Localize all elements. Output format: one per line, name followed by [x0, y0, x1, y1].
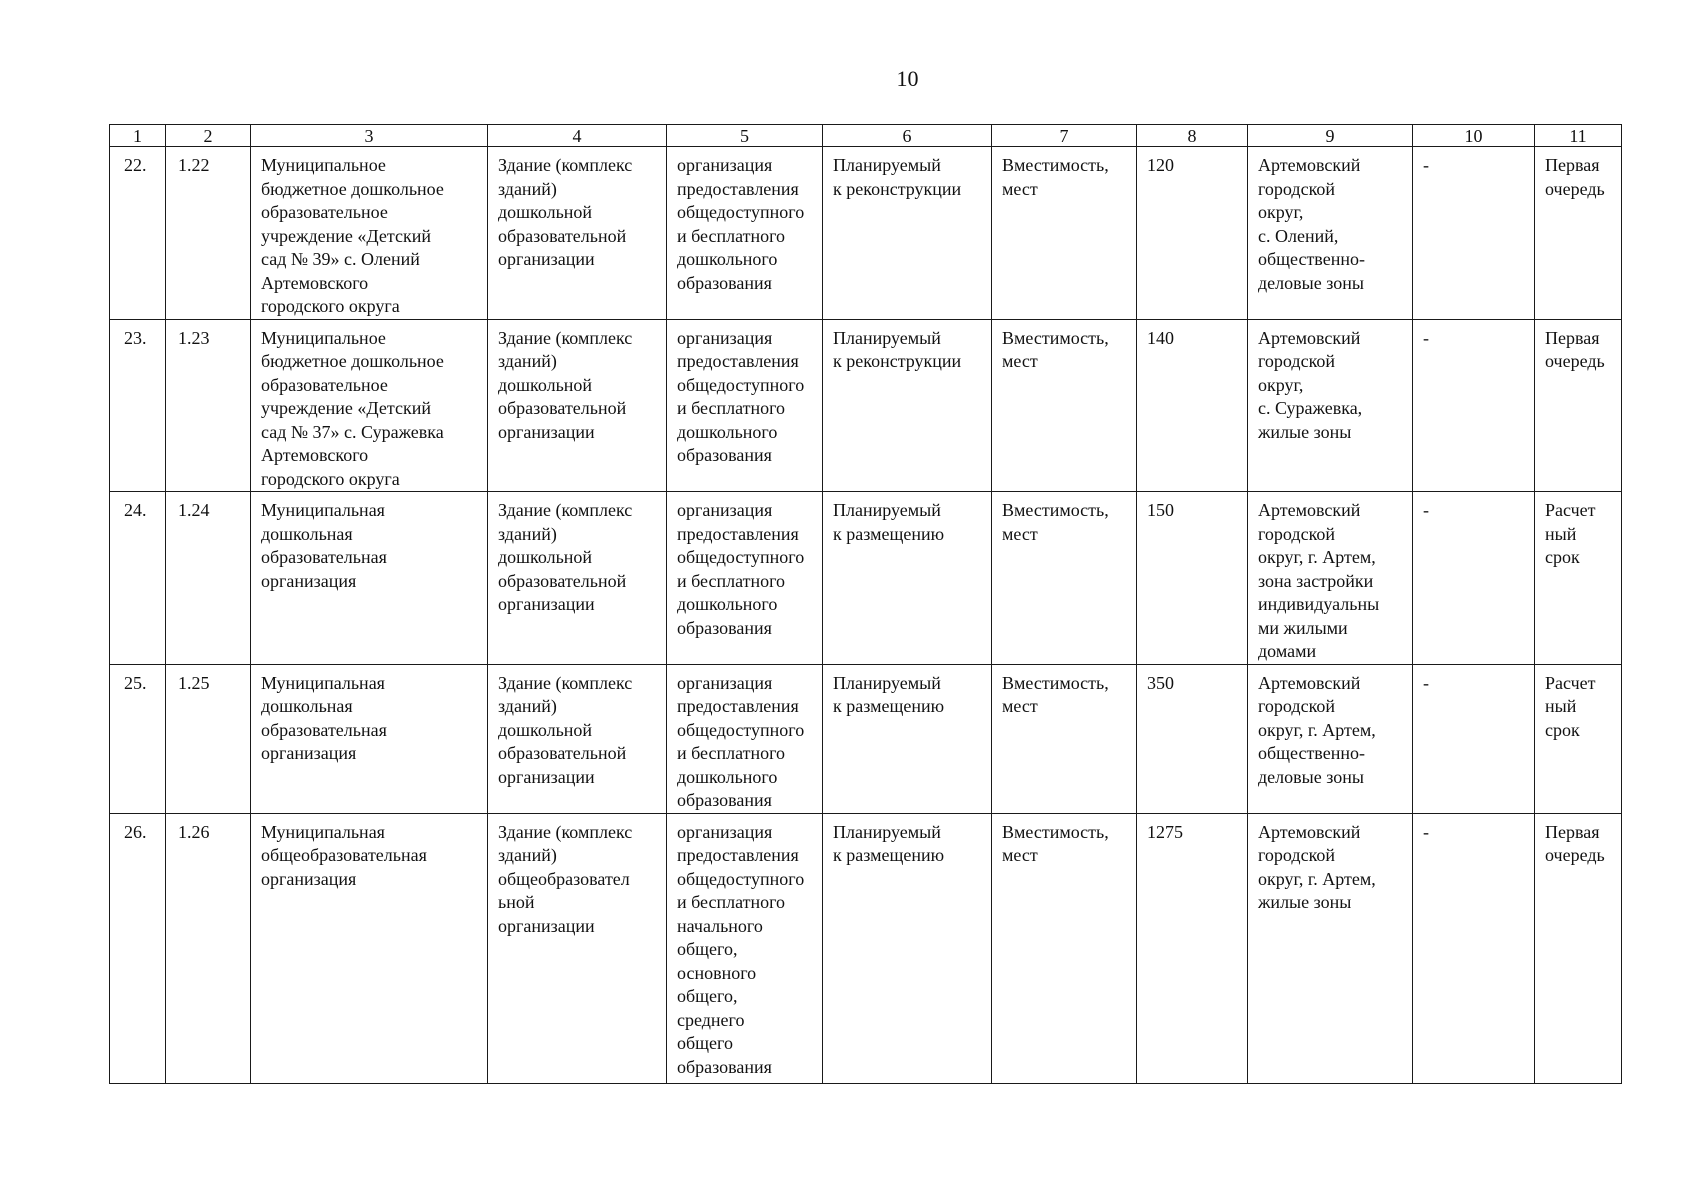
- cell-text-line: дошкольной: [498, 719, 593, 740]
- zone-cell: -: [1413, 319, 1535, 492]
- cell-text-line: предоставления: [677, 178, 799, 199]
- cell-text-line: зданий): [498, 523, 557, 544]
- object-purpose-cell: [667, 813, 823, 1083]
- cell-text-line: ми жилыми: [1258, 617, 1348, 638]
- cell-text-line: общедоступного: [677, 202, 805, 222]
- cell-text-line: дошкольного: [677, 421, 778, 442]
- cell-text-line: образования: [677, 1056, 772, 1077]
- location-cell: [1248, 492, 1413, 665]
- row-number-cell: 23.: [110, 319, 166, 492]
- characteristic-value-cell: 1275: [1137, 813, 1248, 1083]
- cell-text-line: Артемовский: [1258, 821, 1361, 842]
- cell-text-line: городской: [1258, 696, 1336, 716]
- characteristic-value-cell: 350: [1137, 664, 1248, 813]
- cell-text-line: ный: [1545, 523, 1577, 544]
- column-number: 3: [251, 125, 488, 147]
- cell-text-line: организации: [498, 766, 595, 787]
- cell-text-line: образовательной: [498, 743, 627, 763]
- table-row: [110, 813, 1622, 1083]
- term-cell: [1535, 492, 1622, 665]
- term-cell: [1535, 147, 1622, 320]
- location-cell: [1248, 813, 1413, 1083]
- cell-text-line: индивидуальны: [1258, 594, 1380, 614]
- cell-text-line: Здание (комплекс: [498, 155, 633, 175]
- cell-text-line: срок: [1545, 719, 1580, 740]
- cell-text-line: учреждение «Детский: [261, 398, 431, 418]
- object-code-cell: 1.26: [166, 813, 251, 1083]
- location-cell: [1248, 147, 1413, 320]
- zone-cell: -: [1413, 664, 1535, 813]
- cell-text-line: жилые зоны: [1258, 421, 1352, 442]
- zone-cell: -: [1413, 813, 1535, 1083]
- cell-text-line: мест: [1002, 351, 1038, 371]
- row-number-cell: 24.: [110, 492, 166, 665]
- characteristic-cell: [992, 813, 1137, 1083]
- page-number: 10: [896, 66, 919, 91]
- cell-text-line: и бесплатного: [677, 225, 786, 246]
- row-number-cell: 22.: [110, 147, 166, 320]
- object-type-cell: [488, 813, 667, 1083]
- cell-text-line: образовательной: [498, 225, 627, 246]
- cell-text-line: Артемовский: [1258, 155, 1361, 175]
- cell-text-line: образования: [677, 617, 772, 638]
- cell-text-line: Планируемый: [833, 500, 941, 520]
- cell-text-line: образовательная: [261, 547, 387, 567]
- cell-text-line: Вместимость,: [1002, 821, 1109, 842]
- cell-text-line: организация: [677, 672, 773, 693]
- cell-text-line: Здание (комплекс: [498, 327, 633, 348]
- cell-text-line: Муниципальная: [261, 500, 385, 520]
- cell-text-line: общественно-: [1258, 249, 1365, 269]
- cell-text-line: Артемовского: [261, 272, 369, 293]
- term-cell: [1535, 813, 1622, 1083]
- cell-text-line: общественно-: [1258, 743, 1365, 763]
- cell-text-line: начального: [677, 915, 763, 936]
- cell-text-line: общего: [677, 1033, 733, 1053]
- cell-text-line: деловые зоны: [1258, 766, 1364, 787]
- column-number: 10: [1413, 125, 1535, 147]
- cell-text-line: Артемовский: [1258, 327, 1361, 348]
- cell-text-line: ьной: [498, 892, 535, 912]
- object-type-cell: [488, 319, 667, 492]
- object-status-cell: [823, 664, 992, 813]
- characteristic-value-cell: 140: [1137, 319, 1248, 492]
- cell-text-line: образовательное: [261, 374, 388, 395]
- cell-text-line: городского округа: [261, 296, 400, 316]
- column-number: 1: [110, 125, 166, 147]
- cell-text-line: зона застройки: [1258, 570, 1374, 591]
- cell-text-line: бюджетное дошкольное: [261, 178, 444, 199]
- column-number: 11: [1535, 125, 1622, 147]
- cell-text-line: Планируемый: [833, 155, 941, 175]
- cell-text-line: округ,: [1258, 374, 1304, 395]
- cell-text-line: общедоступного: [677, 719, 805, 740]
- cell-text-line: организации: [498, 915, 595, 936]
- cell-text-line: городского округа: [261, 468, 400, 489]
- cell-text-line: дошкольного: [677, 249, 778, 269]
- cell-text-line: образования: [677, 445, 772, 465]
- table-row: [110, 492, 1622, 665]
- planning-table: [109, 124, 1622, 1084]
- cell-text-line: дошкольная: [261, 523, 353, 544]
- cell-text-line: организация: [261, 868, 357, 889]
- cell-text-line: дошкольная: [261, 696, 353, 716]
- cell-text-line: образовательной: [498, 398, 627, 418]
- cell-text-line: мест: [1002, 178, 1038, 199]
- cell-text-line: организация: [677, 500, 773, 520]
- characteristic-value-cell: 120: [1137, 147, 1248, 320]
- cell-text-line: Артемовского: [261, 445, 369, 465]
- cell-text-line: очередь: [1545, 351, 1605, 371]
- characteristic-cell: [992, 492, 1137, 665]
- object-type-cell: [488, 147, 667, 320]
- cell-text-line: домами: [1258, 641, 1317, 661]
- cell-text-line: Здание (комплекс: [498, 672, 633, 693]
- cell-text-line: очередь: [1545, 178, 1605, 199]
- cell-text-line: Планируемый: [833, 672, 941, 693]
- cell-text-line: зданий): [498, 845, 557, 865]
- cell-text-line: городской: [1258, 351, 1336, 371]
- characteristic-value-cell: 150: [1137, 492, 1248, 665]
- cell-text-line: учреждение «Детский: [261, 225, 431, 246]
- cell-text-line: мест: [1002, 523, 1038, 544]
- cell-text-line: Муниципальная: [261, 672, 385, 693]
- cell-text-line: мест: [1002, 696, 1038, 716]
- row-number-cell: 25.: [110, 664, 166, 813]
- object-status-cell: [823, 147, 992, 320]
- object-status-cell: [823, 813, 992, 1083]
- table-body: [110, 147, 1622, 1084]
- cell-text-line: Муниципальное: [261, 327, 386, 348]
- column-number: 9: [1248, 125, 1413, 147]
- cell-text-line: дошкольного: [677, 766, 778, 787]
- cell-text-line: организации: [498, 249, 595, 269]
- cell-text-line: общего,: [677, 939, 738, 959]
- cell-text-line: организации: [498, 594, 595, 614]
- row-number-cell: 26.: [110, 813, 166, 1083]
- table-row: [110, 664, 1622, 813]
- cell-text-line: предоставления: [677, 523, 799, 544]
- cell-text-line: Здание (комплекс: [498, 821, 633, 842]
- cell-text-line: Вместимость,: [1002, 327, 1109, 348]
- cell-text-line: деловые зоны: [1258, 272, 1364, 293]
- location-cell: [1248, 664, 1413, 813]
- cell-text-line: общедоступного: [677, 374, 805, 395]
- zone-cell: -: [1413, 147, 1535, 320]
- cell-text-line: зданий): [498, 351, 557, 371]
- cell-text-line: округ, г. Артем,: [1258, 868, 1376, 889]
- object-code-cell: 1.24: [166, 492, 251, 665]
- cell-text-line: Артемовский: [1258, 500, 1361, 520]
- cell-text-line: округ,: [1258, 202, 1304, 222]
- cell-text-line: образовательное: [261, 202, 388, 222]
- cell-text-line: Муниципальная: [261, 821, 385, 842]
- cell-text-line: предоставления: [677, 845, 799, 865]
- cell-text-line: жилые зоны: [1258, 892, 1352, 912]
- term-cell: [1535, 664, 1622, 813]
- object-type-cell: [488, 664, 667, 813]
- object-name-cell: [251, 147, 488, 320]
- characteristic-cell: [992, 319, 1137, 492]
- cell-text-line: Муниципальное: [261, 155, 386, 175]
- cell-text-line: предоставления: [677, 696, 799, 716]
- cell-text-line: Планируемый: [833, 821, 941, 842]
- cell-text-line: Первая: [1545, 155, 1600, 175]
- term-cell: [1535, 319, 1622, 492]
- object-purpose-cell: [667, 664, 823, 813]
- cell-text-line: и бесплатного: [677, 570, 786, 591]
- cell-text-line: с. Суражевка,: [1258, 398, 1363, 418]
- cell-text-line: дошкольной: [498, 202, 593, 222]
- cell-text-line: организации: [498, 421, 595, 442]
- object-status-cell: [823, 492, 992, 665]
- cell-text-line: мест: [1002, 845, 1038, 865]
- cell-text-line: Первая: [1545, 821, 1600, 842]
- cell-text-line: организация: [677, 821, 773, 842]
- cell-text-line: ный: [1545, 696, 1577, 716]
- cell-text-line: округ, г. Артем,: [1258, 719, 1376, 740]
- characteristic-cell: [992, 147, 1137, 320]
- object-purpose-cell: [667, 147, 823, 320]
- cell-text-line: дошкольной: [498, 547, 593, 567]
- cell-text-line: общедоступного: [677, 547, 805, 567]
- object-purpose-cell: [667, 319, 823, 492]
- cell-text-line: образования: [677, 790, 772, 810]
- object-name-cell: [251, 664, 488, 813]
- cell-text-line: Первая: [1545, 327, 1600, 348]
- object-name-cell: [251, 492, 488, 665]
- cell-text-line: общего,: [677, 986, 738, 1006]
- cell-text-line: дошкольной: [498, 374, 593, 395]
- cell-text-line: городской: [1258, 845, 1336, 865]
- cell-text-line: к размещению: [833, 523, 945, 544]
- object-type-cell: [488, 492, 667, 665]
- cell-text-line: Расчет: [1545, 672, 1596, 693]
- column-number: 6: [823, 125, 992, 147]
- column-number: 5: [667, 125, 823, 147]
- object-name-cell: [251, 813, 488, 1083]
- cell-text-line: организация: [261, 743, 357, 763]
- cell-text-line: срок: [1545, 547, 1580, 567]
- cell-text-line: среднего: [677, 1009, 745, 1030]
- characteristic-cell: [992, 664, 1137, 813]
- cell-text-line: зданий): [498, 696, 557, 716]
- cell-text-line: образовательная: [261, 719, 387, 740]
- column-number: 2: [166, 125, 251, 147]
- cell-text-line: и бесплатного: [677, 743, 786, 763]
- cell-text-line: образовательной: [498, 570, 627, 591]
- object-code-cell: 1.23: [166, 319, 251, 492]
- cell-text-line: основного: [677, 962, 757, 983]
- object-purpose-cell: [667, 492, 823, 665]
- cell-text-line: дошкольного: [677, 594, 778, 614]
- object-name-cell: [251, 319, 488, 492]
- cell-text-line: к реконструкции: [833, 178, 962, 199]
- cell-text-line: Здание (комплекс: [498, 500, 633, 520]
- cell-text-line: к реконструкции: [833, 351, 962, 371]
- cell-text-line: и бесплатного: [677, 892, 786, 912]
- cell-text-line: сад № 39» с. Олений: [261, 249, 420, 269]
- cell-text-line: городской: [1258, 523, 1336, 544]
- cell-text-line: очередь: [1545, 845, 1605, 865]
- table-row: [110, 147, 1622, 320]
- cell-text-line: округ, г. Артем,: [1258, 547, 1376, 567]
- cell-text-line: Расчет: [1545, 500, 1596, 520]
- cell-text-line: и бесплатного: [677, 398, 786, 418]
- cell-text-line: к размещению: [833, 845, 945, 865]
- cell-text-line: Вместимость,: [1002, 500, 1109, 520]
- cell-text-line: к размещению: [833, 696, 945, 716]
- column-number-row: [110, 125, 1622, 147]
- object-code-cell: 1.25: [166, 664, 251, 813]
- object-code-cell: 1.22: [166, 147, 251, 320]
- cell-text-line: Артемовский: [1258, 672, 1361, 693]
- cell-text-line: организация: [677, 155, 773, 175]
- cell-text-line: организация: [677, 327, 773, 348]
- cell-text-line: Вместимость,: [1002, 672, 1109, 693]
- cell-text-line: общедоступного: [677, 868, 805, 889]
- column-number: 7: [992, 125, 1137, 147]
- cell-text-line: Планируемый: [833, 327, 941, 348]
- cell-text-line: Вместимость,: [1002, 155, 1109, 175]
- cell-text-line: сад № 37» с. Суражевка: [261, 421, 444, 442]
- object-status-cell: [823, 319, 992, 492]
- cell-text-line: организация: [261, 570, 357, 591]
- cell-text-line: городской: [1258, 178, 1336, 199]
- column-number: 4: [488, 125, 667, 147]
- cell-text-line: бюджетное дошкольное: [261, 351, 444, 371]
- location-cell: [1248, 319, 1413, 492]
- zone-cell: -: [1413, 492, 1535, 665]
- cell-text-line: с. Олений,: [1258, 225, 1339, 246]
- table-row: [110, 319, 1622, 492]
- cell-text-line: образования: [677, 272, 772, 293]
- column-number: 8: [1137, 125, 1248, 147]
- cell-text-line: предоставления: [677, 351, 799, 371]
- cell-text-line: общеобразовательная: [261, 845, 427, 865]
- cell-text-line: зданий): [498, 178, 557, 199]
- cell-text-line: общеобразовател: [498, 868, 630, 889]
